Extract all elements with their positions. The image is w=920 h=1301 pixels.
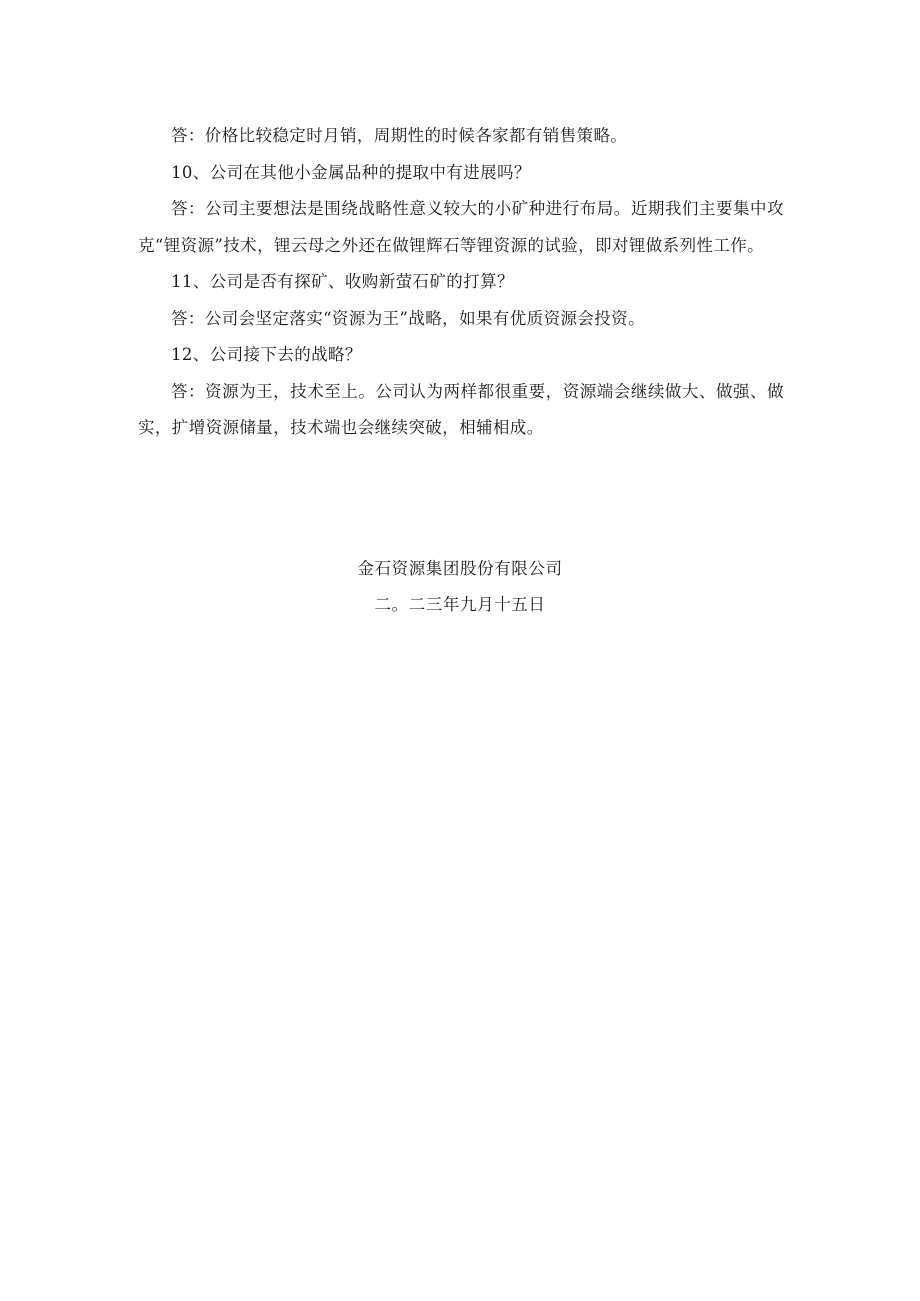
question-paragraph: 10、公司在其他小金属品种的提取中有进展吗？: [171, 162, 531, 182]
answer-paragraph: 答：公司会坚定落实“资源为王”战略，如果有优质资源会投资。: [171, 308, 645, 328]
answer-paragraph: 答：公司主要想法是围绕战略性意义较大的小矿种进行布局。近期我们主要集中攻克“锂资源”技术，锂云母之外还在做锂辉石等锂资源的试验，即对锂做系列性工作。: [138, 199, 784, 255]
question-paragraph: 12、公司接下去的战略？: [171, 345, 362, 364]
signature-date: 二。二三年九月十五日: [374, 595, 546, 614]
signature-company: 金石资源集团股份有限公司: [357, 559, 563, 578]
answer-paragraph: 答：价格比较稳定时月销，周期性的时候各家都有销售策略。: [171, 126, 628, 145]
qa-body: [138, 118, 784, 447]
answer-paragraph: 答：资源为王，技术至上。公司认为两样都很重要，资源端会继续做大、做强、做实，扩增资源储量，技术端也会继续突破，相辅相成。: [138, 381, 784, 437]
question-paragraph: 11、公司是否有探矿、收购新萤石矿的打算？: [171, 272, 514, 291]
